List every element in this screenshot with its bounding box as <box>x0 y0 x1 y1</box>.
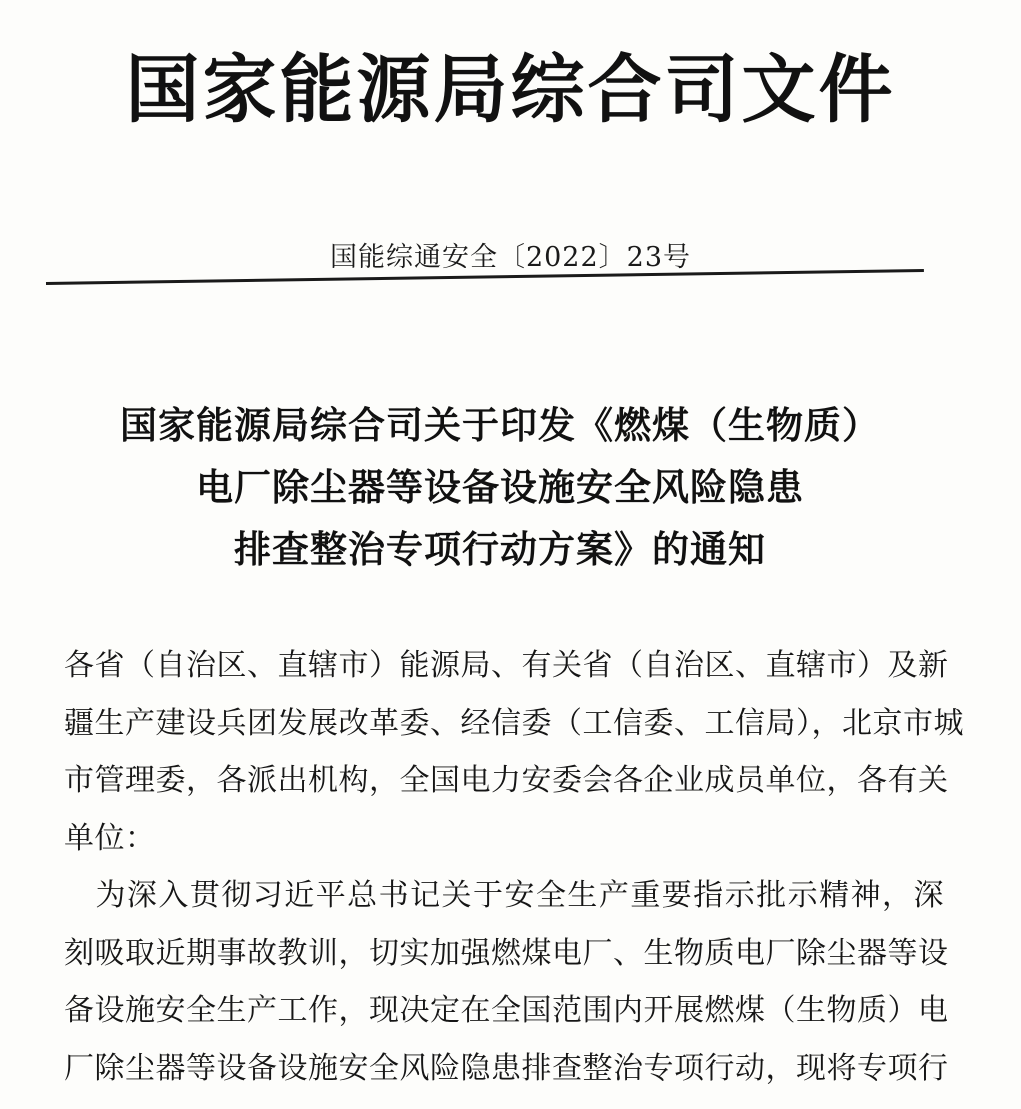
paragraph-line: 刻吸取近期事故教训，切实加强燃煤电厂、生物质电厂除尘器等设 <box>64 935 949 971</box>
addressee-line: 单位： <box>64 820 156 856</box>
paragraph-line: 厂除尘器等设备设施安全风险隐患排查整治专项行动，现将专项行 <box>64 1050 949 1086</box>
paragraph-line: 为深入贯彻习近平总书记关于安全生产重要指示批示精神，深 <box>64 878 944 913</box>
paragraph-line: 备设施安全生产工作，现决定在全国范围内开展燃煤（生物质）电 <box>64 993 949 1028</box>
title-line: 电厂除尘器等设备设施安全风险隐患 <box>196 466 804 509</box>
title-line: 国家能源局综合司关于印发《燃煤（生物质） <box>120 404 880 447</box>
document-body <box>64 637 964 1097</box>
issuer-header: 国家能源局综合司文件 <box>125 47 896 133</box>
addressee-line: 市管理委，各派出机构，全国电力安委会各企业成员单位，各有关 <box>64 763 949 798</box>
addressee-line: 各省（自治区、直辖市）能源局、有关省（自治区、直辖市）及新 <box>64 648 949 683</box>
document-title <box>40 395 960 581</box>
document-number: 国能综通安全〔2022〕23号 <box>329 242 692 273</box>
addressee-line: 疆生产建设兵团发展改革委、经信委（工信委、工信局），北京市城 <box>64 705 964 741</box>
title-line: 排查整治专项行动方案》的通知 <box>234 528 766 571</box>
